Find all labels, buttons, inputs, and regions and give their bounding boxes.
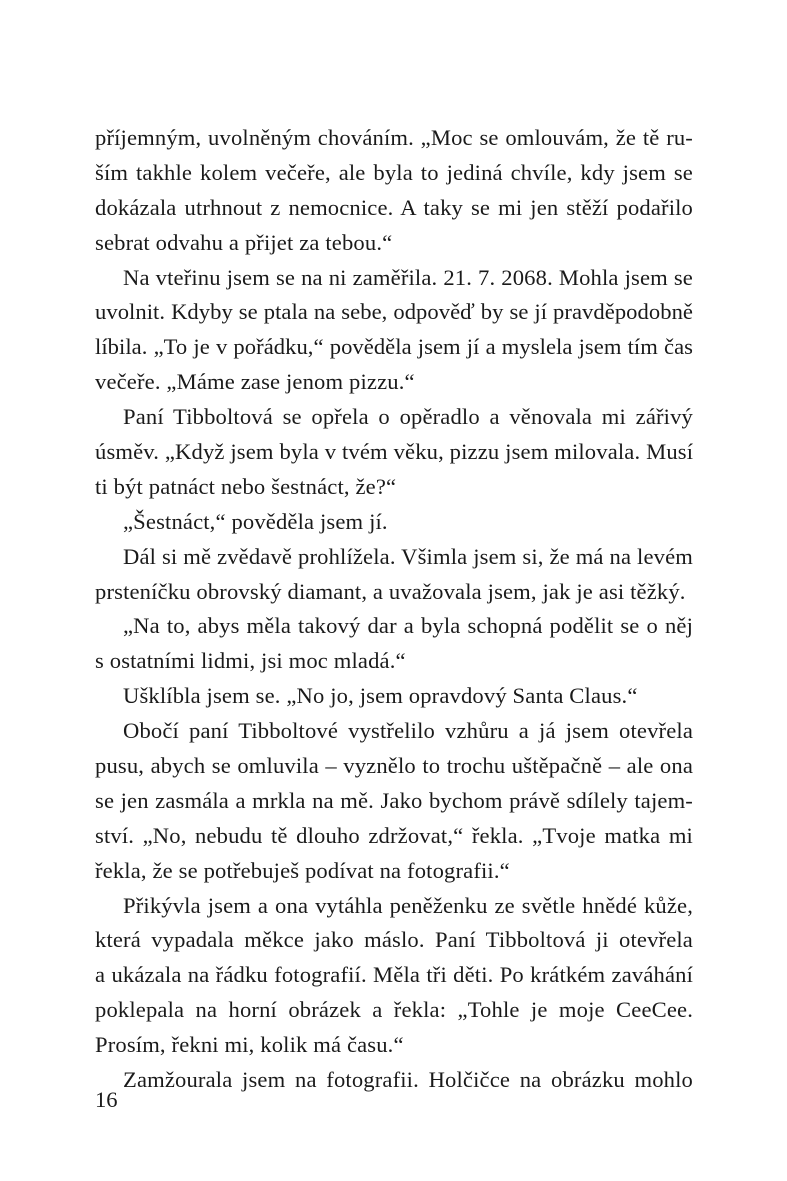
text-line: Prosím, řekni mi, kolik má času.“ [95,1032,404,1058]
text-line: příjemným, uvolněným chováním. „Moc se omlouvám, že tě ru- [95,125,693,150]
text-line: Zamžourala jsem na fotografii. Holčičce na obrázku mohlo [123,1067,693,1093]
text-line: Přikývla jsem a ona vytáhla peněženku ze světle hnědé kůže, [123,892,693,918]
page-number: 16 [95,1087,118,1112]
text-line: večeře. „Máme zase jenom pizzu.“ [95,369,415,395]
text-line: poklepala na horní obrázek a řekla: „Tohle je moje CeeCee. [95,997,693,1023]
text-line: ti být patnáct nebo šestnáct, že?“ [95,473,397,499]
text-line: Dál si mě zvědavě prohlížela. Všimla jsem si, že má na levém [123,543,693,569]
text-line: Na vteřinu jsem se na ni zaměřila. 21. 7. 2068. Mohla jsem se [123,264,693,290]
text-line: „Šestnáct,“ pověděla jsem jí. [123,508,388,534]
text-line: prsteníčku obrovský diamant, a uvažovala jsem, jak je asi těžký. [95,578,686,604]
text-line: ství. „No, nebudu tě dlouho zdržovat,“ řekla. „Tvoje matka mi [95,822,693,848]
text-line: která vypadala měkce jako máslo. Paní Tibboltová ji otevřela [95,927,693,953]
body-text [95,121,693,1098]
text-line: se jen zasmála a mrkla na mě. Jako bychom právě sdílely tajem- [95,787,693,813]
text-line: dokázala utrhnout z nemocnice. A taky se mi jen stěží podařilo [95,194,693,220]
text-line: Obočí paní Tibboltové vystřelilo vzhůru a já jsem otevřela [123,718,693,744]
text-line: ším takhle kolem večeře, ale byla to jediná chvíle, kdy jsem se [95,159,693,185]
text-line: a ukázala na řádku fotografií. Měla tři děti. Po krátkém zaváhání [95,962,693,988]
text-line: úsměv. „Když jsem byla v tvém věku, pizzu jsem milovala. Musí [95,439,694,465]
text-line: sebrat odvahu a přijet za tebou.“ [95,229,393,255]
text-line: s ostatními lidmi, jsi moc mladá.“ [95,648,406,674]
text-line: Ušklíbla jsem se. „No jo, jsem opravdový Santa Claus.“ [123,683,638,709]
text-line: „Na to, abys měla takový dar a byla schopná podělit se o něj [123,613,693,639]
text-line: řekla, že se potřebuješ podívat na fotografii.“ [95,857,510,883]
text-line: uvolnit. Kdyby se ptala na sebe, odpověď by se jí pravděpodobně [95,299,693,325]
text-line: líbila. „To je v pořádku,“ pověděla jsem jí a myslela jsem tím čas [95,334,693,360]
text-line: pusu, abych se omluvila – vyznělo to trochu uštěpačně – ale ona [95,753,693,779]
text-line: Paní Tibboltová se opřela o opěradlo a věnovala mi zářivý [123,404,693,430]
